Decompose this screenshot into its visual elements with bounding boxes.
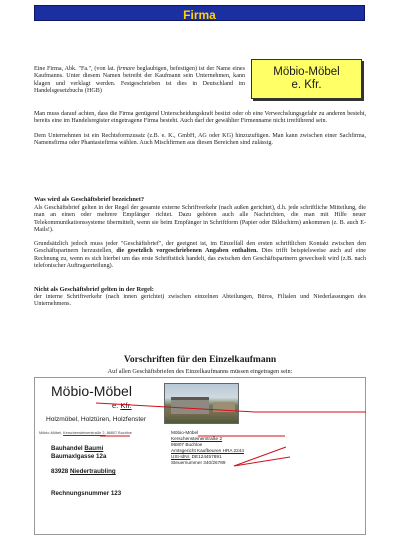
company-detail-court: Amtsgericht Kaufbeuren HRA 2244 xyxy=(171,448,244,453)
letter-legal-suffix: e. Kfr. xyxy=(112,401,132,410)
recipient-name: Bauhandel Baumi xyxy=(51,445,104,452)
intro-paragraph-1: Eine Firma, Abk. "Fa.", (von lat. firmare beglaubigen, befestigen) ist der Name eines Kaufmanns. Unter diesem Namen betreibt der Kaufmann sein Unternehmen, kann klagen und verklagt werden. Festgeschrieben ist dies in Deutschland im Handelsgesetzbuchs (HGB) xyxy=(34,66,245,95)
recipient-street: Baumaxlgasse 12a xyxy=(51,453,107,460)
rules-title: Vorschriften für den Einzelkaufmann xyxy=(123,355,277,365)
letter-example xyxy=(34,377,366,535)
section1-paragraph-2: Grundsätzlich jedoch muss jeder "Geschäftsbrief", der geeignet ist, im Einzelfall den ersten schriftlichen Kontakt zwischen den Geschäftspartnern herzustellen, die gesetzlich vorgeschriebenen Angaben enthalten. Dies trifft beispielsweise auch auf eine Rechnung zu, wenn es sich hierbei um das erste Schriftstück handelt, das zwischen den Geschäftspartnern gewechselt wird (z.B. nach telefonischer Auftragserteilung). xyxy=(34,241,366,270)
intro-paragraph-3: Dem Unternehmen ist ein Rechtsformzusatz (z.B. e. K., GmbH, AG oder KG) hinzuzufügen. Man kann zwischen einer Sachfirma, Namensfirma oder Phantasiefirma wählen. Auch Mischfirmen aus diesen Bereichen sind zulässig. xyxy=(34,133,366,147)
company-name-callout xyxy=(251,59,362,99)
callout-legal-suffix: e. Kfr. xyxy=(291,79,322,91)
intro-paragraph-2: Man muss darauf achten, dass die Firma genügend Unterscheidungskraft besitzt oder ob eine Verwechslungsgefahr zu anderen besteht, bereits eine im Handelsregister eingetragene Firma besteht. Auch darf der gewählter Firmenname nicht irreführend sein. xyxy=(34,111,366,125)
title-banner xyxy=(34,5,365,21)
company-detail-vat: USt-IdNr. DE124457891 xyxy=(171,454,222,459)
company-details xyxy=(171,430,244,466)
section-heading-not-geschaeftsbrief: Nicht als Geschäftsbrief gelten in der Regel: xyxy=(34,286,154,293)
company-detail-street: Kerschensteinerstraße 2 xyxy=(171,436,223,441)
section-heading-geschaeftsbrief: Was wird als Geschäftsbrief bezeichnet? xyxy=(34,196,145,203)
recipient-city: 83928 Niedertraubling xyxy=(51,468,116,475)
letter-logo: Möbio-Möbel xyxy=(51,383,132,399)
sender-line: Möbio-Möbel, Kerschensteinerstraße 2, 86807 Buchloe xyxy=(39,431,132,435)
callout-company-name: Möbio-Möbel xyxy=(273,66,340,78)
page-title: Firma xyxy=(183,8,216,22)
company-detail-name: Möbio-Möbel xyxy=(171,430,199,435)
invoice-number: Rechnungsnummer 123 xyxy=(51,490,122,497)
company-detail-city: 86807 Buchloe xyxy=(171,442,203,447)
letter-tagline: Holzmöbel, Holztüren, Holzfenster xyxy=(46,416,147,423)
warehouse-photo xyxy=(164,383,239,424)
company-detail-tax: Steuernummer 340/26789 xyxy=(171,460,226,465)
section1-paragraph-1: Als Geschäftsbrief gelten in der Regel der gesamte externe Schriftverkehr (nach außen gerichtet), d.h. jede schriftliche Mitteilung, die man an einen oder mehrere Empfänger richtet. Dazu gehören auch alle Nachrichten, die man mit Hilfe neuer Telekommunikationssysteme übermittelt, wenn sie beim Empfänger in Schriftform (Papier oder Bildschirm) ankommen (z. B. auch E-Mails!). xyxy=(34,205,366,234)
section2-paragraph: der interne Schriftverkehr (nach innen gerichtet) zwischen einzelnen Abteilungen, Büros, Filialen und Niederlassungen des Unternehmens. xyxy=(34,294,366,308)
rules-subtitle: Auf allen Geschäftsbriefen des Einzelkaufmanns müssen eingetragen sein: xyxy=(107,368,293,375)
